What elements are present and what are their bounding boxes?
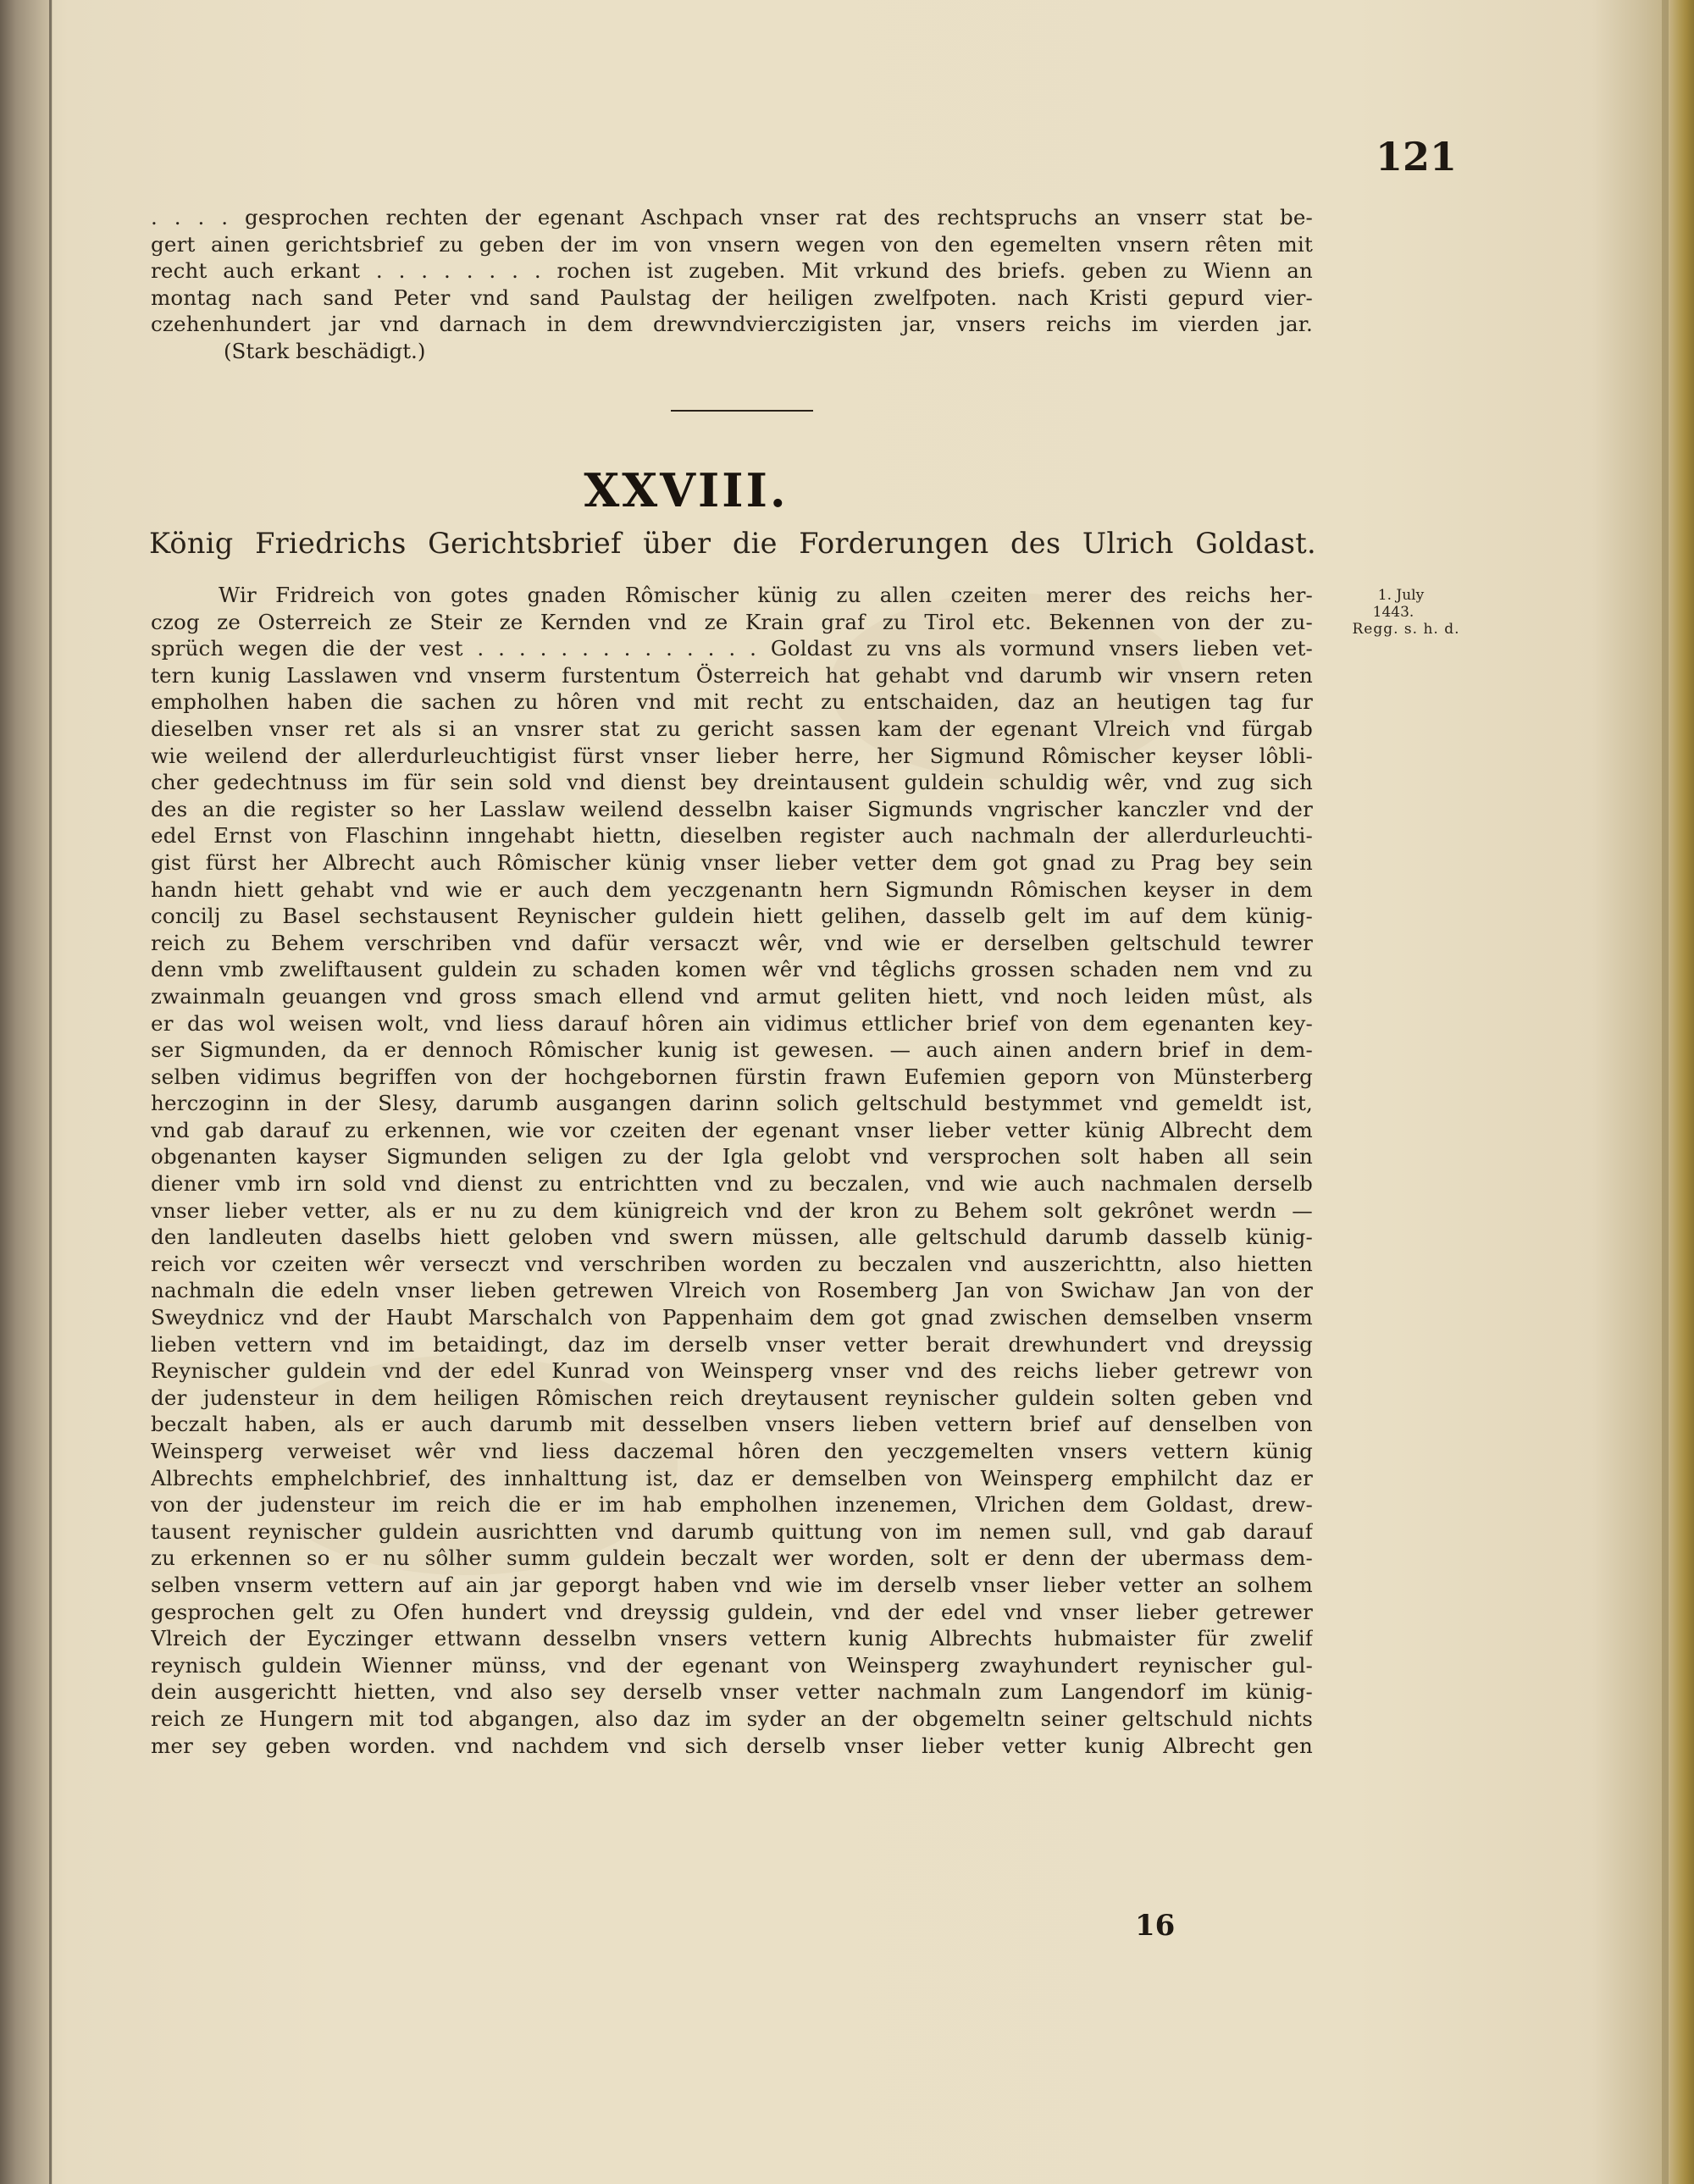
text-line: ser Sigmunden, da er dennoch Rômischer kunig ist gewesen. — auch ainen andern brief in dem- [151, 1037, 1313, 1063]
text-line: der judensteur in dem heiligen Rômischen reich dreytausent reynischer guldein solten geben vnd [151, 1385, 1313, 1410]
margin-note [1321, 587, 1465, 638]
text-line: zu erkennen so er nu sôlher summ guldein beczalt wer worden, solt er denn der ubermass dem- [151, 1545, 1313, 1571]
body-text [151, 582, 1313, 1759]
text-line: zwainmaln geuangen vnd gross smach ellend vnd armut geliten hiett, vnd noch leiden mûst, als [151, 983, 1313, 1009]
text-line: selben vnserm vettern auf ain jar geporgt haben vnd wie im derselb vnser lieber vetter an solhem [151, 1572, 1313, 1597]
text-line: des an die register so her Lasslaw weilend desselbn kaiser Sigmunds vngrischer kanczler vnd der [151, 796, 1313, 821]
margin-date-day: 1. July [1377, 587, 1425, 604]
text-line: Sweydnicz vnd der Haubt Marschalch von Pappenhaim dem got gnad zwischen demselben vnserm [151, 1305, 1313, 1330]
text-line: selben vidimus begriffen von der hochgebornen fürstin frawn Eufemien geporn von Münsterberg [151, 1064, 1313, 1089]
text-line: dein ausgerichtt hietten, vnd also sey derselb vnser vetter nachmaln zum Langendorf im künig- [151, 1679, 1313, 1705]
text-line: Weinsperg verweiset wêr vnd liess daczemal hôren den yeczgemelten vnsers vettern künig [151, 1439, 1313, 1463]
text-line: Vlreich der Eyczinger ettwann desselbn vnsers vettern kunig Albrechts hubmaister für zwelif [151, 1626, 1313, 1651]
text-line: gert ainen gerichtsbrief zu geben der im von vnsern wegen von den egemelten vnsern rêten mit [151, 231, 1313, 257]
gutter-line [49, 0, 52, 2184]
text-line: reich ze Hungern mit tod abgangen, also daz im syder an der obgemeltn seiner geltschuld nichts [151, 1706, 1313, 1731]
text-line: mer sey geben worden. vnd nachdem vnd sich derselb vnser lieber vetter kunig Albrecht gen [151, 1733, 1313, 1758]
text-line: vnser lieber vetter, als er nu zu dem künigreich vnd der kron zu Behem solt gekrônet werdn — [151, 1197, 1313, 1223]
section-number: XXVIII. [584, 463, 789, 517]
text-line: sprüch wegen die der vest . . . . . . . . . . . . . . Goldast zu vns als vormund vnsers lieben vet- [151, 636, 1313, 661]
text-line: tern kunig Lasslawen vnd vnserm furstentum Österreich hat gehabt vnd darumb wir vnsern reten [151, 662, 1313, 688]
text-line: Reynischer guldein vnd der edel Kunrad von Weinsperg vnser vnd des reichs lieber getrewr von [151, 1358, 1313, 1384]
page-number: 121 [1375, 134, 1457, 180]
text-line: recht auch erkant . . . . . . . . rochen ist zugeben. Mit vrkund des briefs. geben zu Wienn an [151, 258, 1313, 284]
text-line: tausent reynischer guldein ausrichtten vnd darumb quittung von im nemen sull, vnd gab darauf [151, 1518, 1313, 1544]
page-edge-shadow [1662, 0, 1669, 2184]
text-line: czog ze Osterreich ze Steir ze Kernden vnd ze Krain graf zu Tirol etc. Bekennen von der zu- [151, 609, 1313, 634]
text-line: wie weilend der allerdurleuchtigist fürst vnser lieber herre, her Sigmund Rômischer keyser lôbli- [151, 743, 1313, 768]
text-line: Wir Fridreich von gotes gnaden Rômischer künig zu allen czeiten merer des reichs her- [219, 583, 1313, 607]
text-line: cher gedechtnuss im für sein sold vnd dienst bey dreintausent guldein schuldig wêr, vnd zug sich [151, 770, 1313, 795]
text-line: handn hiett gehabt vnd wie er auch dem yeczgenantn hern Sigmundn Rômischen keyser in dem [151, 876, 1313, 902]
text-line: diener vmb irn sold vnd dienst zu entrichtten vnd zu beczalen, vnd wie auch nachmalen derselb [151, 1171, 1313, 1197]
text-line: empholhen haben die sachen zu hôren vnd mit recht zu entschaiden, daz an heutigen tag fur [151, 689, 1313, 715]
text-line: reich zu Behem verschriben vnd dafür versaczt wêr, vnd wie er derselben geltschuld tewrer [151, 930, 1313, 955]
text-line: montag nach sand Peter vnd sand Paulstag der heiligen zwelfpoten. nach Kristi gepurd vier- [151, 285, 1313, 310]
text-line: gist fürst her Albrecht auch Rômischer künig vnser lieber vetter dem got gnad zu Prag bey sein [151, 849, 1313, 875]
margin-reference: Regg. s. h. d. [1352, 621, 1460, 638]
text-line: reynisch guldein Wienner münss, vnd der egenant von Weinsperg zwayhundert reynischer gul- [151, 1652, 1313, 1678]
text-line: . . . . gesprochen rechten der egenant Aschpach vnser rat des rechtspruchs an vnserr stat be- [151, 205, 1313, 229]
text-line: den landleuten daselbs hiett geloben vnd swern müssen, alle geltschuld darumb dasselb künig- [151, 1225, 1313, 1250]
text-line: denn vmb zweliftausent guldein zu schaden komen wêr vnd têglichs grossen schaden nem vnd zu [151, 957, 1313, 982]
text-line: vnd gab darauf zu erkennen, wie vor czeiten der egenant vnser lieber vetter künig Albrecht dem [151, 1117, 1313, 1142]
signature-mark: 16 [1135, 1909, 1176, 1943]
text-line: von der judensteur im reich die er im hab empholhen inzenemen, Vlrichen dem Goldast, drew- [151, 1492, 1313, 1518]
text-line: herczoginn in der Slesy, darumb ausgangen darinn solich geltschuld bestymmet vnd gemeldt ist, [151, 1091, 1313, 1116]
damage-note: (Stark beschädigt.) [224, 338, 426, 363]
margin-date-year: 1443. [1372, 604, 1414, 621]
section-title: König Friedrichs Gerichtsbrief über die Forderungen des Ulrich Goldast. [149, 527, 1316, 560]
text-line: edel Ernst von Flaschinn inngehabt hiettn, dieselben register auch nachmaln der allerdurleuchti- [151, 823, 1313, 849]
book-gutter [0, 0, 53, 2184]
text-line: czehenhundert jar vnd darnach in dem drewvndvierczigisten jar, vnsers reichs im vierden jar. [151, 312, 1313, 337]
section-divider [671, 410, 813, 412]
text-line: lieben vettern vnd im betaidingt, daz im derselb vnser vetter berait drewhundert vnd dreyssig [151, 1331, 1313, 1357]
text-line: obgenanten kayser Sigmunden seligen zu der Igla gelobt vnd versprochen solt haben all sein [151, 1144, 1313, 1169]
text-line: Albrechts emphelchbrief, des innhalttung ist, daz er demselben von Weinsperg emphilcht daz er [151, 1465, 1313, 1490]
top-text-block [151, 204, 1313, 365]
text-line: dieselben vnser ret als si an vnsrer stat zu gericht sassen kam der egenant Vlreich vnd fürgab [151, 716, 1313, 741]
text-line: gesprochen gelt zu Ofen hundert vnd dreyssig guldein, vnd der edel vnd vnser lieber getrewer [151, 1599, 1313, 1624]
text-line: nachmaln die edeln vnser lieben getrewen Vlreich von Rosemberg Jan von Swichaw Jan von der [151, 1278, 1313, 1303]
text-line: er das wol weisen wolt, vnd liess darauf hôren ain vidimus ettlicher brief von dem egenanten key- [151, 1010, 1313, 1036]
text-line: reich vor czeiten wêr verseczt vnd verschriben worden zu beczalen vnd auszerichttn, also hietten [151, 1251, 1313, 1276]
text-line: concilj zu Basel sechstausent Reynischer guldein hiett gelihen, dasselb gelt im auf dem künig- [151, 904, 1313, 929]
text-line: beczalt haben, als er auch darumb mit desselben vnsers lieben vettern brief auf denselben von [151, 1412, 1313, 1437]
page-edge [1669, 0, 1694, 2184]
